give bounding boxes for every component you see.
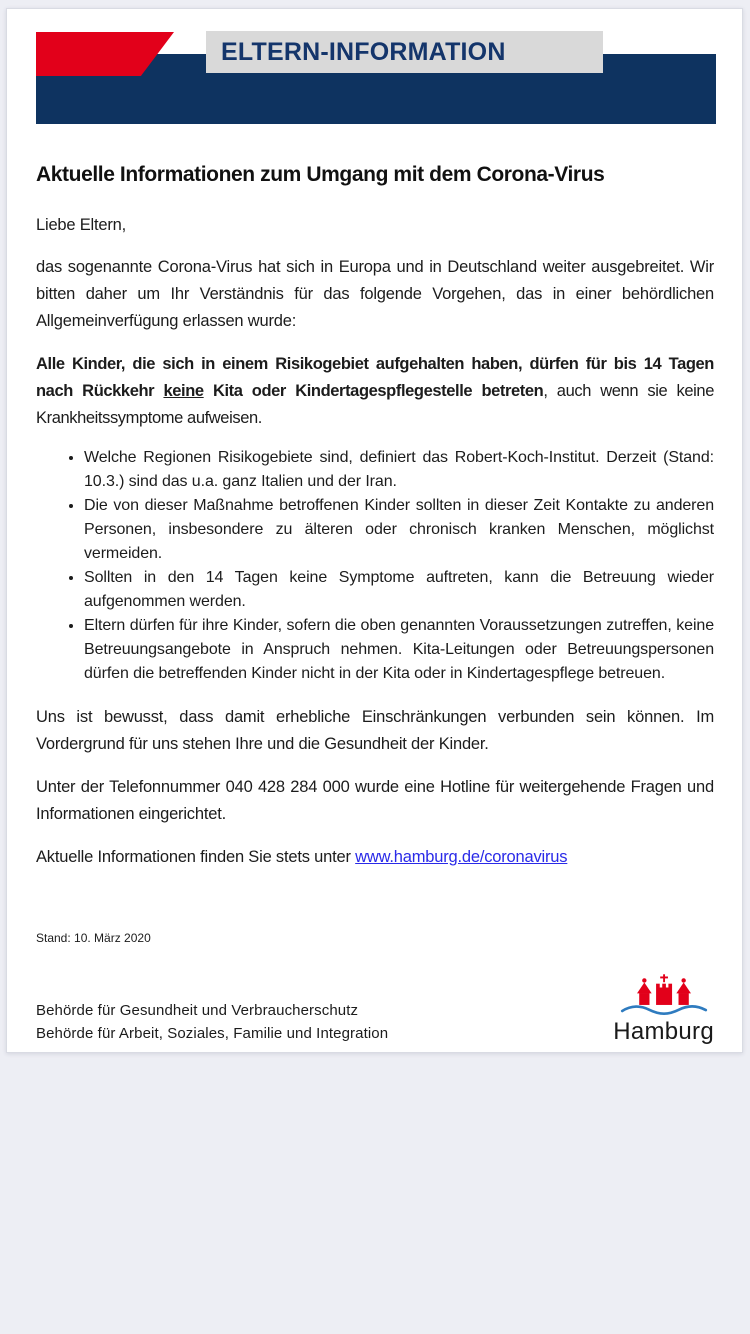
letter-footer-section [36,931,714,1045]
list-item: • Die von dieser Maßnahme betroffenen Kinder sollten in dieser Zeit Kontakte zu anderen Personen, insbesondere zu älteren oder chronisch kranken Menschen, möglichst vermeiden. [84,494,714,566]
paragraph-closing: Uns ist bewusst, dass damit erhebliche Einschränkungen verbunden sein können. Im Vordergrund für uns stehen Ihre und die Gesundheit der Kinder. [36,708,714,753]
list-item: • Sollten in den 14 Tagen keine Symptome auftreten, kann die Betreuung wieder aufgenommen werden. [84,566,714,614]
list-item: • Welche Regionen Risikogebiete sind, definiert das Robert-Koch-Institut. Derzeit (Stand: 10.3.) sind das u.a. ganz Italien und der Iran. [84,446,714,494]
letter-body [7,9,742,871]
authority-line-1: Behörde für Gesundheit und Verbraucherschutz [36,1002,359,1019]
date-stamp: Stand: 10. März 2020 [36,931,151,945]
banner-label: ELTERN-INFORMATION [221,37,506,66]
link-intro-text: Aktuelle Informationen finden Sie stets unter [36,848,356,866]
wave-icon [622,1006,706,1013]
paragraph-hotline: Unter der Telefonnummer 040 428 284 000 wurde eine Hotline für weitergehende Fragen und Informationen eingerichtet. [36,778,714,823]
page-title: Aktuelle Informationen zum Umgang mit dem Corona-Virus [36,163,605,186]
hamburg-logo-wordmark: Hamburg [613,1018,714,1045]
authority-line-2: Behörde für Arbeit, Soziales, Familie und Integration [36,1025,389,1042]
rule-regular-text: , auch wenn sie keine Krankheitssymptome aufweisen. [36,382,714,427]
hamburg-castle-icon [620,973,708,1019]
document-page [6,8,743,1053]
rule-bold-text-1: Alle Kinder, die sich in einem Risikogebiet aufgehalten haben, dürfen für bis 14 Tagen nach Rückkehr [36,355,714,400]
authority-names [36,999,388,1045]
list-item: • Eltern dürfen für ihre Kinder, sofern die oben genannten Voraussetzungen zutreffen, keine Betreuungsangebote in Anspruch nehmen. Kita-Leitungen oder Betreuungspersonen dürfen die betreffenden Kinder nicht in der Kita oder in Kindertagespflege betreuen. [84,614,714,686]
coronavirus-info-link[interactable]: www.hamburg.de/coronavirus [355,848,568,866]
paragraph-link [36,844,714,871]
rule-bold-text-2: Kita oder Kindertagespflegestelle betreten [203,382,544,400]
salutation: Liebe Eltern, [36,216,127,234]
footer-row [36,973,714,1045]
hamburg-logo [613,973,714,1045]
rule-underlined-word: keine [163,382,204,400]
paragraph-intro: das sogenannte Corona-Virus hat sich in Europa und in Deutschland weiter ausgebreitet. Wir bitten daher um Ihr Verständnis für das folgende Vorgehen, das in einer behördlichen Allgemeinverfügung erlassen wurde: [36,258,714,330]
info-bullet-list [36,446,714,686]
paragraph-rule [36,351,714,432]
